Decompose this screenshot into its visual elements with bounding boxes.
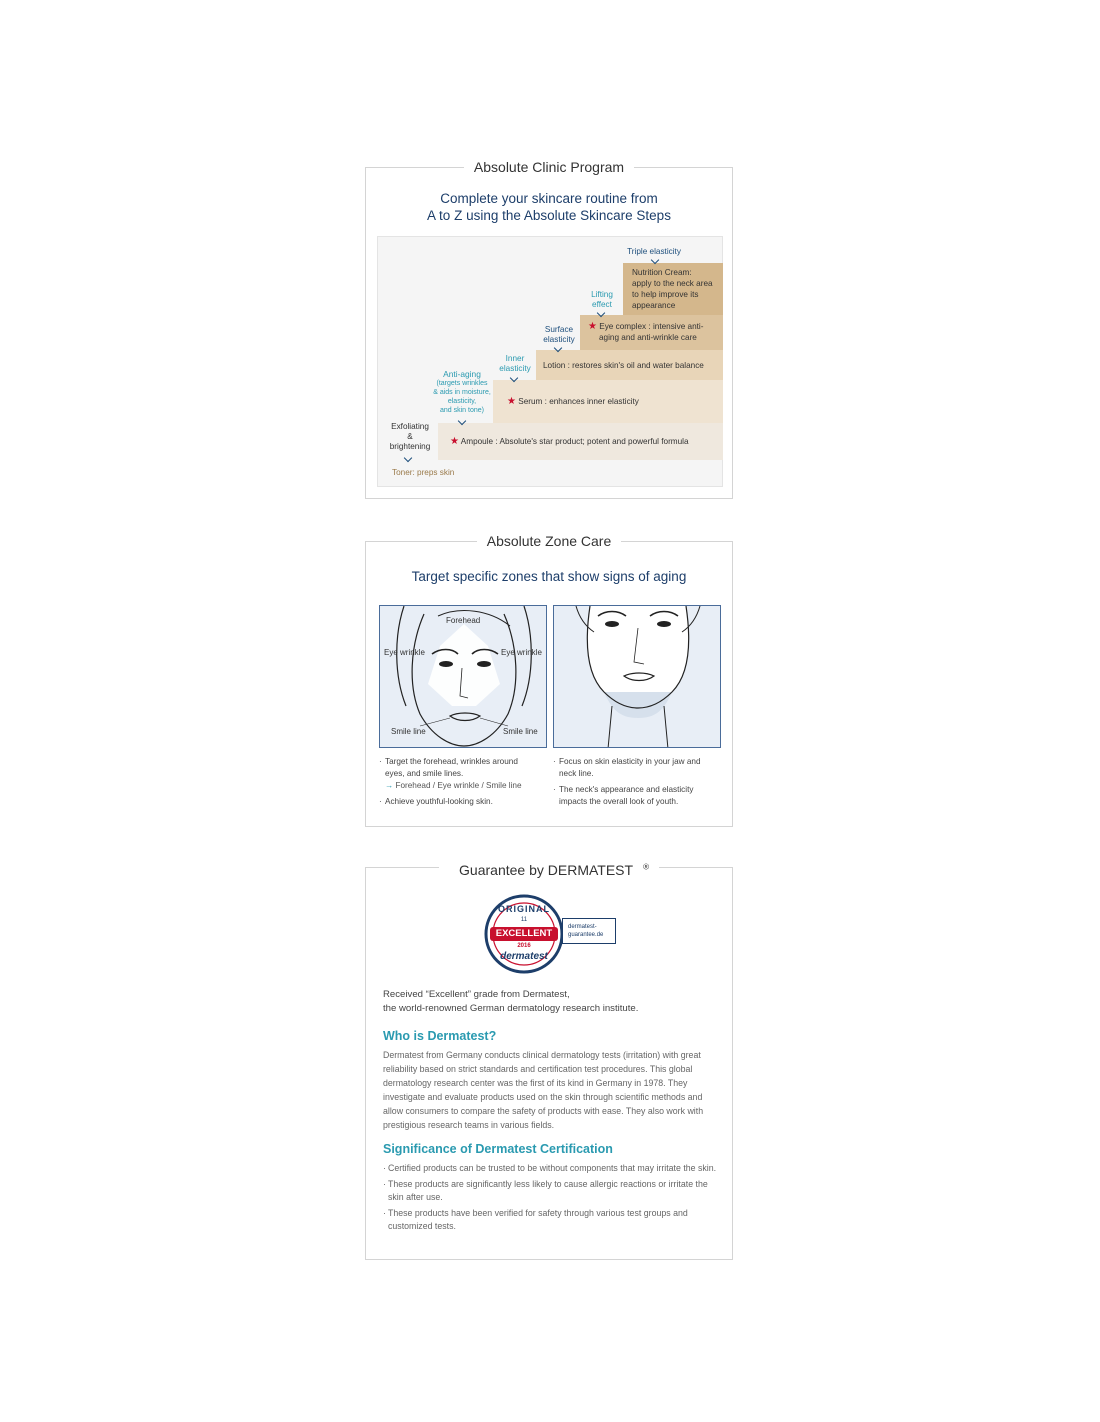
label-smile-line-left: Smile line [391, 727, 426, 736]
inner-elasticity-label: Inner elasticity [499, 354, 531, 373]
list-item: · Achieve youthful-looking skin. [379, 796, 549, 808]
list-item: · These products have been verified for safety through various test groups and customized tests. [383, 1207, 718, 1233]
toner-label: Toner: preps skin [392, 468, 455, 477]
panel-title: Absolute Clinic Program [366, 157, 732, 177]
step-nutrition-cream: Nutrition Cream: apply to the neck area to help improve its appearance [623, 263, 723, 315]
intro-text: Received “Excellent” grade from Dermatest, the world-renowned German dermatology research institute. [383, 989, 639, 1014]
step-ampoule: ★ Ampoule : Absolute's star product; potent and powerful formula [438, 423, 723, 460]
significance-list [383, 1162, 718, 1236]
guarantee-panel [365, 861, 733, 1260]
badge-site-box: dermatest- guarantee.de [562, 918, 616, 944]
panel-title: Guarantee by DERMATEST ® [366, 857, 732, 880]
badge-number: 11 [520, 917, 528, 923]
label-forehead: Forehead [446, 616, 481, 625]
neck-outline-icon [554, 606, 721, 748]
list-item: · Certified products can be trusted to be without components that may irritate the skin. [383, 1162, 718, 1175]
skincare-steps-diagram [377, 236, 723, 487]
significance-heading: Significance of Dermatest Certification [383, 1142, 613, 1156]
anti-aging-label: Anti-aging (targets wrinkles & aids in moisture, elasticity, and skin tone) [433, 369, 491, 414]
exfoliating-label: Exfoliating & brightening [389, 422, 431, 451]
badge-original: ORIGINAL [498, 904, 550, 914]
face-illustration-neck [553, 605, 721, 748]
label-eye-wrinkle-left: Eye wrinkle [384, 648, 425, 657]
zone-subtitle: Target specific zones that show signs of aging [411, 569, 687, 584]
chevron-down-icon [404, 454, 412, 462]
label-eye-wrinkle-right: Eye wrinkle [501, 648, 542, 657]
label-smile-line-right: Smile line [503, 727, 538, 736]
step-lotion: Lotion : restores skin's oil and water balance [536, 350, 723, 380]
step-serum: ★ Serum : enhances inner elasticity [493, 380, 723, 423]
list-item: · Target the forehead, wrinkles around eyes, and smile lines. [379, 756, 549, 780]
zone-left-bullets [379, 756, 549, 812]
arrow-right-icon: → [385, 781, 394, 790]
panel-title: Absolute Zone Care [366, 531, 732, 551]
who-heading: Who is Dermatest? [383, 1029, 497, 1043]
who-paragraph: Dermatest from Germany conducts clinical dermatology tests (irritation) with great reliability based on strict standards and certification test procedures. This global dermatology research center was the first of its kind in Germany in 1978. They investigate and evaluate products used on the skin through scientific methods and allow consumers to compare the safety of products with ease. They also work with prestigious research teams in various fields. [383, 1050, 704, 1130]
badge-dermatest: dermatest [500, 951, 548, 962]
list-item: · The neck's appearance and elasticity impacts the overall look of youth. [553, 784, 723, 808]
badge-excellent: EXCELLENT [495, 928, 553, 939]
step-eye-complex: ★ Eye complex : intensive anti- aging and anti-wrinkle care [580, 315, 723, 350]
list-item: · Focus on skin elasticity in your jaw and neck line. [553, 756, 723, 780]
lifting-effect-label: Lifting effect [591, 290, 613, 309]
zone-right-bullets [553, 756, 723, 812]
surface-elasticity-label: Surface elasticity [543, 325, 575, 344]
list-item: → Forehead / Eye wrinkle / Smile line [385, 781, 522, 790]
triple-elasticity-label: Triple elasticity [627, 247, 681, 256]
badge-year: 2016 [517, 943, 531, 949]
clinic-program-panel [365, 159, 733, 499]
dermatest-badge [484, 894, 618, 974]
list-item: · These products are significantly less likely to cause allergic reactions or irritate the skin after use. [383, 1178, 718, 1204]
clinic-subtitle: Complete your skincare routine from A to Z using the Absolute Skincare Steps [427, 191, 671, 223]
face-illustration-zones [379, 605, 547, 748]
zone-care-panel [365, 533, 733, 827]
